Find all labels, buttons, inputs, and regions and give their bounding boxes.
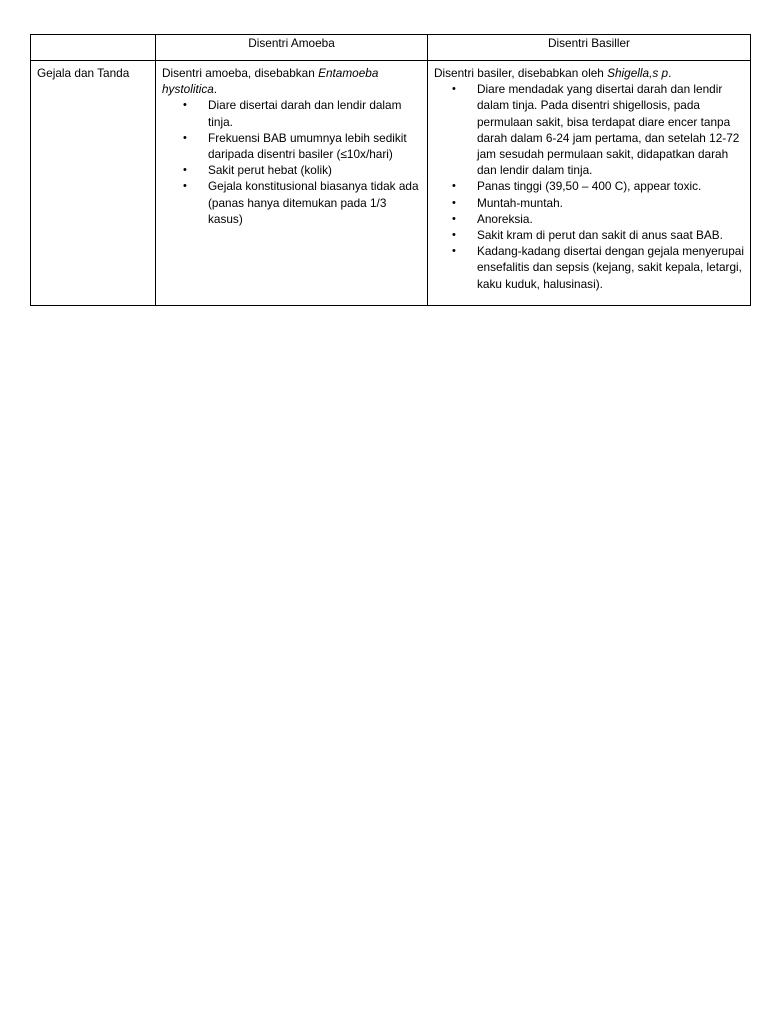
list-item: • Muntah-muntah. bbox=[452, 195, 563, 210]
list-item: • Sakit perut hebat (kolik) bbox=[183, 163, 332, 178]
list-item: • Diare mendadak yang disertai darah dan lendir dalam tinja. Pada disentri shigellosis, pada permulaan sakit, bisa terdapat diare encer tanpa darah dalam 6-24 jam pertama, dan setelah 12-72 jam sesudah permulaan sakit, didapatkan darah dan lendir dalam tinja. bbox=[452, 82, 740, 178]
amoeba-cell bbox=[156, 61, 428, 306]
header-cell-amoeba: Disentri Amoeba bbox=[156, 35, 428, 61]
bullet-icon: • bbox=[183, 131, 187, 144]
list-item: • Gejala konstitusional biasanya tidak ada (panas hanya ditemukan pada 1/3 kasus) bbox=[183, 179, 419, 226]
basiller-intro: Disentri basiler, disebabkan oleh Shigella,s p. bbox=[434, 66, 672, 80]
bullet-icon: • bbox=[183, 99, 187, 112]
table-row bbox=[31, 61, 751, 306]
amoeba-symptom-list bbox=[162, 97, 421, 227]
comparison-table bbox=[30, 34, 751, 306]
header-cell-empty bbox=[31, 35, 156, 61]
header-cell-basiller: Disentri Basiller bbox=[428, 35, 751, 61]
basiller-symptom-list bbox=[434, 81, 744, 292]
list-item: • Anoreksia. bbox=[452, 211, 533, 226]
bullet-icon: • bbox=[183, 180, 187, 193]
bullet-icon: • bbox=[452, 180, 456, 193]
list-item: • Kadang-kadang disertai dengan gejala menyerupai ensefalitis dan sepsis (kejang, sakit kepala, letargi, kaku kuduk, halusinasi). bbox=[452, 244, 744, 291]
bullet-icon: • bbox=[452, 229, 456, 242]
amoeba-intro: Disentri amoeba, disebabkan Entamoeba hystolitica. bbox=[162, 66, 379, 97]
list-item: • Sakit kram di perut dan sakit di anus saat BAB. bbox=[452, 228, 723, 243]
list-item: • Frekuensi BAB umumnya lebih sedikit daripada disentri basiler (≤10x/hari) bbox=[183, 130, 407, 162]
basiller-cell bbox=[428, 61, 751, 306]
table-header-row bbox=[31, 35, 751, 61]
bullet-icon: • bbox=[452, 83, 456, 96]
list-item: • Diare disertai darah dan lendir dalam tinja. bbox=[183, 98, 402, 129]
bullet-icon: • bbox=[452, 245, 456, 258]
row-label: Gejala dan Tanda bbox=[37, 66, 130, 80]
list-item: • Panas tinggi (39,50 – 400 C), appear toxic. bbox=[452, 179, 702, 194]
bullet-icon: • bbox=[183, 164, 187, 177]
row-label-cell bbox=[31, 61, 156, 306]
bullet-icon: • bbox=[452, 196, 456, 209]
bullet-icon: • bbox=[452, 212, 456, 225]
